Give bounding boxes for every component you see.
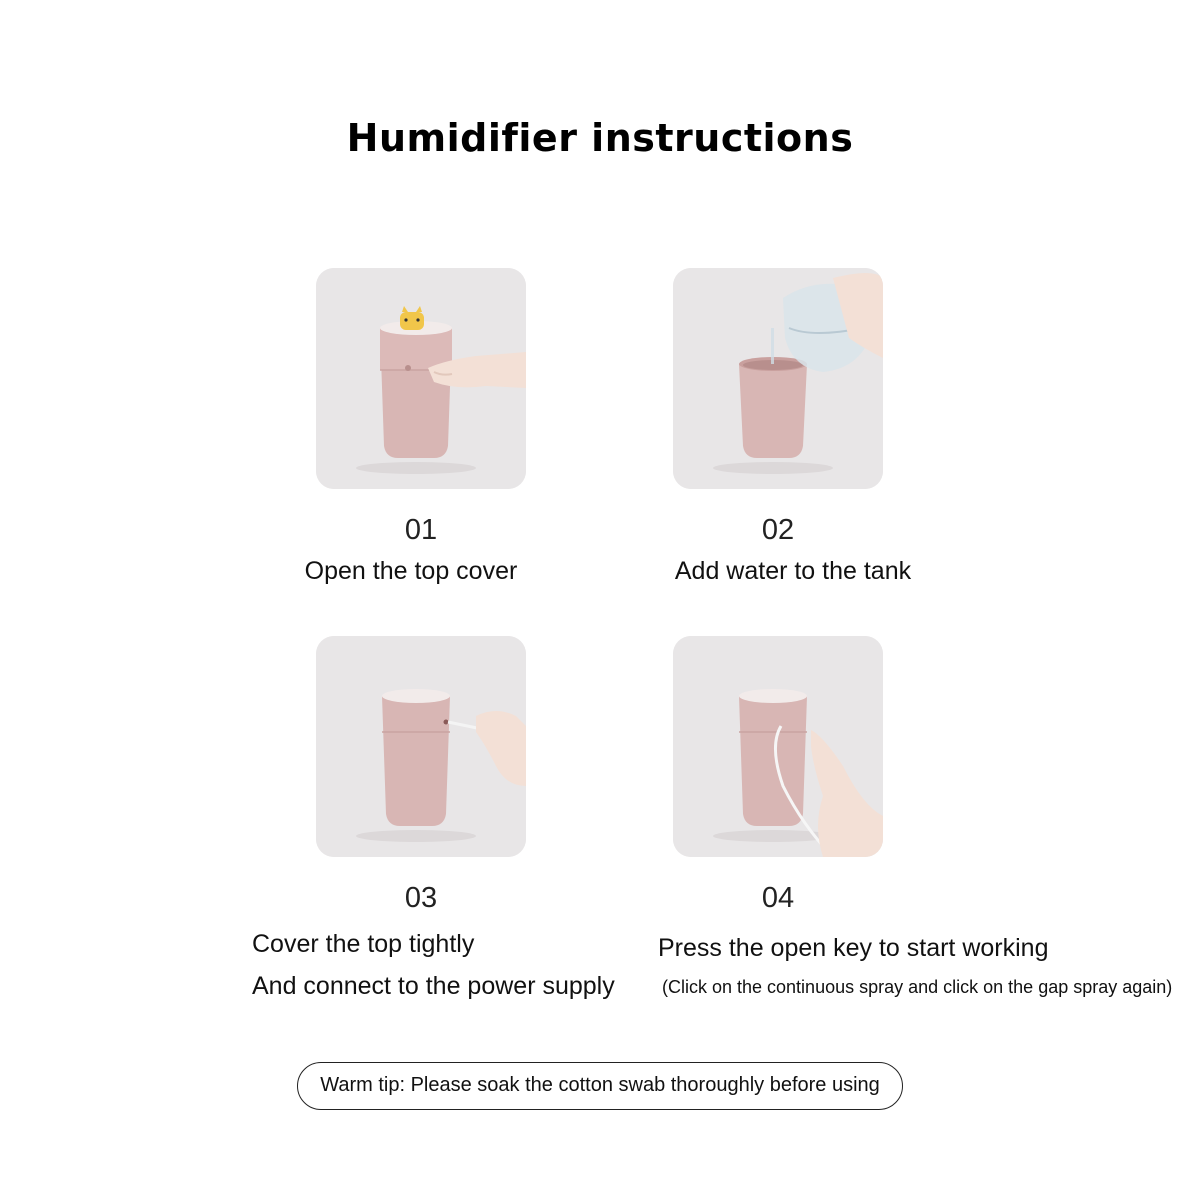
step-3-caption-line-1: Cover the top tightly — [252, 930, 475, 958]
step-2-number: 02 — [761, 514, 795, 546]
step-3-photo — [316, 636, 526, 857]
step-3-number: 03 — [404, 882, 438, 914]
step-2-photo — [673, 268, 883, 489]
step-1-number: 01 — [404, 514, 438, 546]
page-title: Humidifier instructions — [346, 116, 854, 160]
step-2-caption: Add water to the tank — [674, 557, 912, 585]
step-1-photo — [316, 268, 526, 489]
step-4-caption: Press the open key to start working — [658, 934, 1049, 962]
step-1-caption: Open the top cover — [304, 557, 518, 585]
step-3-caption-line-2: And connect to the power supply — [252, 972, 615, 1000]
step-4-photo — [673, 636, 883, 857]
warm-tip-badge: Warm tip: Please soak the cotton swab thoroughly before using — [297, 1062, 903, 1110]
step-4-note: (Click on the continuous spray and click on the gap spray again) — [662, 977, 1173, 997]
step-4-number: 04 — [761, 882, 795, 914]
